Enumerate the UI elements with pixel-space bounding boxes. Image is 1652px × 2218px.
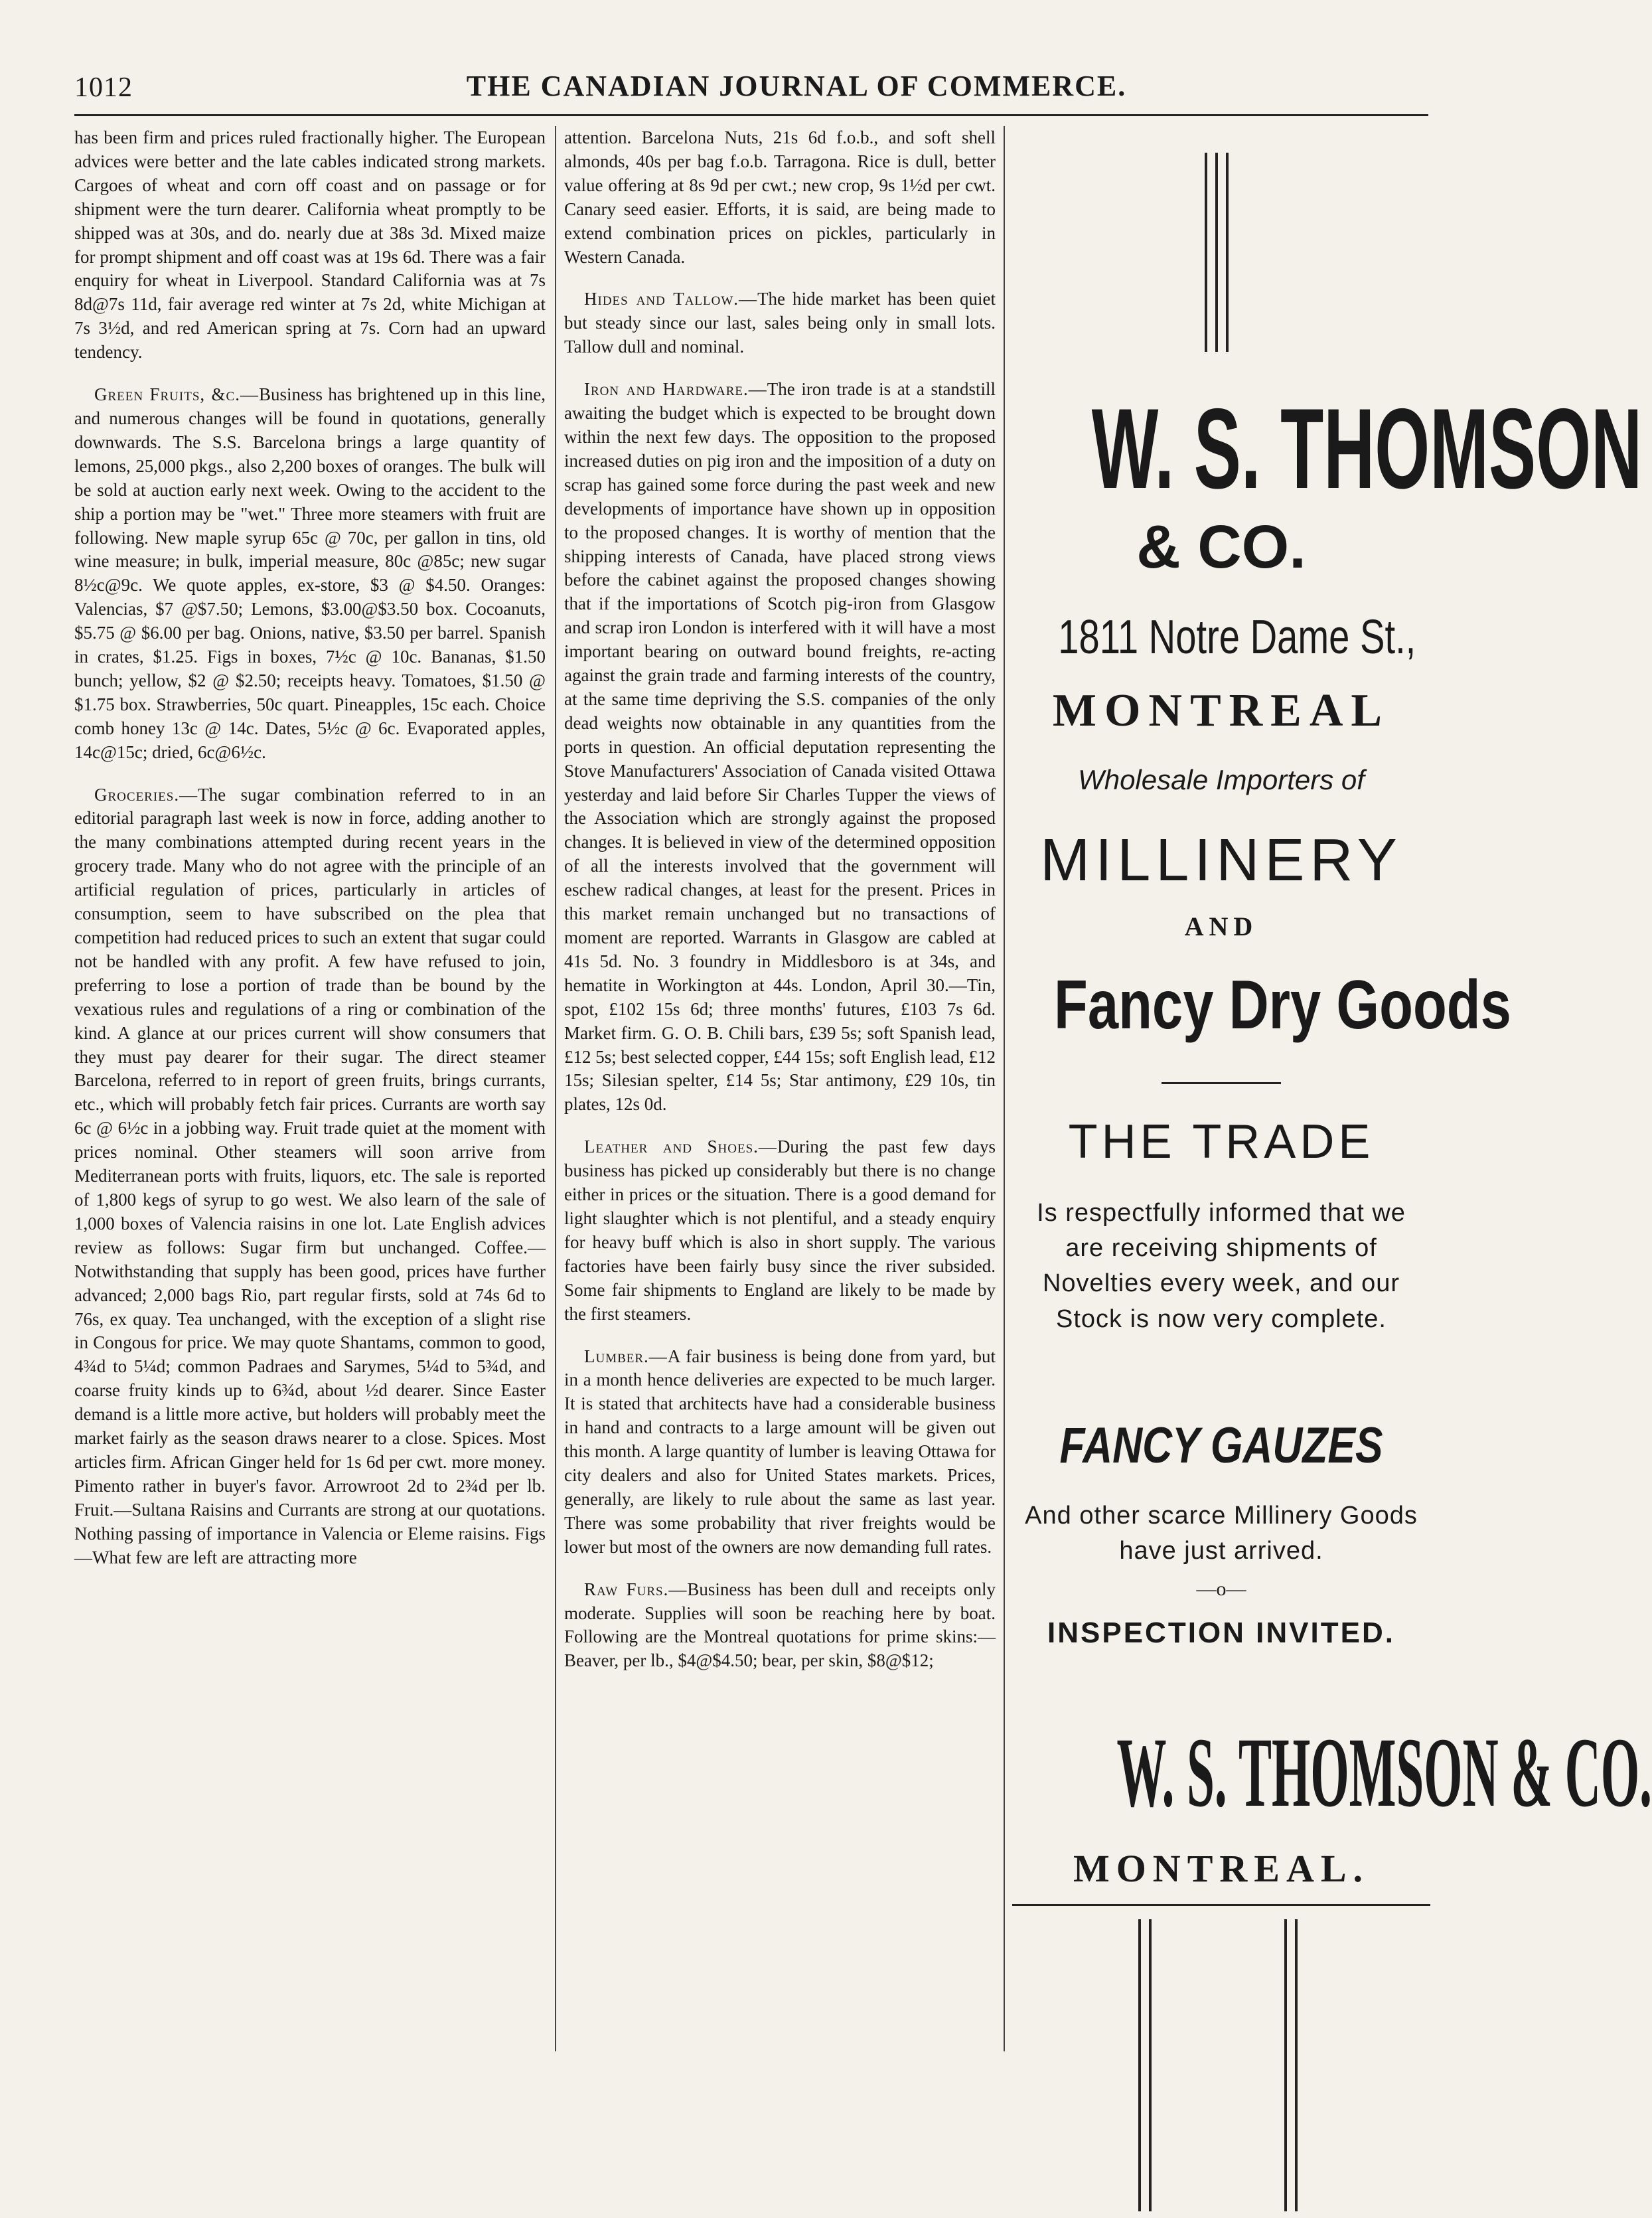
paragraph — [74, 783, 546, 1570]
ad-city-footer: MONTREAL. — [1073, 1847, 1370, 1891]
paragraph — [564, 1578, 996, 1674]
ad-ornament-top — [1012, 126, 1430, 378]
ad-firm-name: W. S. THOMSON — [1091, 385, 1643, 513]
paragraph-text: Business has been dull and receipts only moderate. Supplies will soon be reaching here by boat. Following are the Montreal quotations for prime skins:—Beaver, per lb., $4@$4.50; bear, per skin, $8@$12; — [564, 1579, 996, 1671]
ad-millinery: MILLINERY — [1040, 827, 1402, 894]
paragraph — [74, 383, 546, 765]
section-lead: Hides and Tallow.— — [584, 289, 758, 309]
ad-divider — [1162, 1082, 1281, 1084]
section-lead: Iron and Hardware.— — [584, 379, 767, 400]
ad-fancy-dry-goods: Fancy Dry Goods — [1054, 967, 1511, 1044]
paragraph-text: The sugar combination referred to in an editorial paragraph last week is now in force, adding another to the many combinations attempted during recent years in the grocery trade. Many who do not agree with the principle of an artificial regulation of prices, particularly in articles of consumption, seem to have subscribed on the plea that competition had reduced prices to such an extent that sugar could not be handled with any profit. A few have refused to join, preferring to lose a portion of trade than be bound by the vexatious rules and regulations of a ring or combination of the kind. A glance at our prices current will show consumers that they must pay dearer for their sugar. The direct steamer Barcelona, referred to in report of green fruits, brings currants, etc., which will probably fetch fair prices. Currants are worth say 6c @ 6½c in a jobbing way. Fruit trade quiet at the moment with prices nominal. Other steamers will soon arrive from Mediterranean ports with fruits, liquors, etc. The sale is reported of 1,800 kegs of syrup to go west. We also learn of the sale of 1,000 boxes of Valencia raisins in one lot. Late English advices review as follows: Sugar firm but unchanged. Coffee.—Notwithstanding that supply has been good, prices have further advanced; 2,000 bags Rio, part regular firsts, sold at 74s 6d to 76s, ex quay. Tea unchanged, with the exception of a slight rise in Congous for price. We may quote Shantams, common to good, 4¾d to 5¼d; common Padraes and Sarymes, 5¼d to 5¾d, and coarse fruity kinds up to 6¾d, about ½d dearer. Since Easter demand is a little more active, but holders will probably meet the market fairly as the season draws nearer to a close. Spices. Most articles firm. African Ginger held for 1s 6d per cwt. more money. Pimento rather in buyer's favor. Arrowroot 2d to 2¾d per lb. Fruit.—Sultana Raisins and Currants are strong at our quotations. Nothing passing of importance in Valencia or Eleme raisins. Figs—What few are left are attracting more — [74, 784, 546, 1567]
ad-subtitle: Wholesale Importers of — [1078, 764, 1365, 795]
ornament-bar — [1215, 153, 1218, 352]
paragraph-text: A fair business is being done from yard, but in a month hence deliveries are expected to be much larger. It is stated that architects have had a considerable business in hand and contracts to a large amount will be given out this month. A large quantity of lumber is leaving Ottawa for city dealers and also for United States markets. Prices, generally, are likely to rule about the same as last year. There was some probability that river freights would be lower but most of the owners are now demanding full rates. — [564, 1346, 996, 1557]
ornament-bar — [1284, 1919, 1287, 2211]
paragraph — [564, 287, 996, 359]
ornament-bar — [1226, 153, 1229, 352]
paragraph-text: has been firm and prices ruled fractionally higher. The European advices were better and the late cables indicated strong markets. Cargoes of wheat and corn off coast and on passage or for shipment were the turn dearer. California wheat promptly to be shipped was at 30s, and do. nearly due at 38s 3d. Mixed maize for prompt shipment and off coast was at 19s 6d. There was a fair enquiry for wheat in Liverpool. Standard California was at 7s 8d@7s 11d, fair average red winter at 7s 2d, white Michigan at 7s 3½d, and red American spring at 7s. Corn had an upward tendency. — [74, 127, 546, 362]
ad-gauzes-heading: FANCY GAUZES — [1059, 1417, 1383, 1474]
ad-trade-note: Is respectfully informed that we are receiving shipments of Novelties every week, and our Stock is now very complete. — [1037, 1199, 1406, 1333]
ad-gauzes-note: And other scarce Millinery Goods have just arrived. — [1025, 1501, 1418, 1565]
paragraph — [564, 378, 996, 1117]
section-lead: Raw Furs.— — [584, 1579, 688, 1599]
column-1 — [74, 126, 546, 2051]
ad-dash: —o— — [1196, 1578, 1246, 1601]
column-rule — [555, 126, 556, 2051]
ornament-bar — [1295, 1919, 1298, 2211]
paragraph — [564, 1135, 996, 1326]
section-lead: Leather and Shoes.— — [584, 1137, 777, 1157]
ad-address: 1811 Notre Dame St., — [1058, 611, 1416, 664]
ad-firm-footer: W. S. THOMSON & CO. — [1116, 1717, 1652, 1828]
ad-ornament-bottom — [1012, 1904, 1430, 2218]
paragraph — [74, 126, 546, 364]
paragraph-text: During the past few days business has picked up considerably but there is no change either in prices or the situation. There is a good demand for light slaughter which is not plentiful, and a steady enquiry for heavy buff which is also in short supply. The various factories have been fairly busy since the river subsided. Some fair shipments to England are likely to be made by the first steamers. — [564, 1137, 996, 1324]
advertisement — [1012, 126, 1652, 2038]
paragraph — [564, 1345, 996, 1559]
page-number: 1012 — [74, 72, 133, 103]
paragraph-text: attention. Barcelona Nuts, 21s 6d f.o.b., and soft shell almonds, 40s per bag f.o.b. Tarragona. Rice is dull, better value offering at 8s 9d per cwt.; new crop, 9s 1½d per cwt. Canary seed easier. Efforts, it is said, are being made to extend combination prices on pickles, particularly in Western Canada. — [564, 127, 996, 267]
running-head: THE CANADIAN JOURNAL OF COMMERCE. — [466, 70, 1127, 102]
ornament-bar — [1138, 1919, 1141, 2211]
paragraph — [564, 126, 996, 269]
header-rule — [74, 114, 1428, 116]
section-lead: Groceries.— — [94, 784, 198, 805]
ad-city: MONTREAL — [1052, 685, 1390, 736]
ornament-bar — [1205, 153, 1207, 352]
ad-company: & CO. — [1136, 513, 1306, 581]
column-rule — [1004, 126, 1005, 2051]
column-2 — [564, 126, 996, 2051]
paragraph-text: Business has brightened up in this line, and numerous changes will be found in quotations, generally downwards. The S.S. Barcelona brings a large quantity of lemons, 25,000 pkgs., also 2,200 boxes of oranges. The bulk will be sold at auction early next week. Owing to the accident to the ship a portion may be "wet." Three more steamers with fruit are following. New maple syrup 65c @ 70c, per gallon in tins, old wine measure; in bulk, imperial measure, 80c @85c; new sugar 8½c@9c. We quote apples, ex-store, $3 @ $4.50. Oranges: Valencias, $7 @$7.50; Lemons, $3.00@$3.50 box. Cocoanuts, $5.75 @ $6.00 per bag. Onions, native, $3.50 per barrel. Spanish in crates, $1.25. Figs in boxes, 7½c @ 10c. Bananas, $1.50 bunch; yellow, $2 @ $2.50; receipts heavy. Tomatoes, $1.50 @ $1.75 box. Strawberries, 50c quart. Pineapples, 15c each. Choice comb honey 13c @ 14c. Dates, 5½c @ 6c. Evaporated apples, 14c@15c; dried, 6c@6½c. — [74, 384, 546, 762]
ornament-bar — [1149, 1919, 1152, 2211]
section-lead: Green Fruits, &c.— — [94, 384, 259, 405]
section-lead: Lumber.— — [584, 1346, 668, 1366]
ad-and: AND — [1184, 911, 1258, 941]
paragraph-text: The hide market has been quiet but steady since our last, sales being only in small lots. Tallow dull and nominal. — [564, 289, 996, 357]
paragraph-text: The iron trade is at a standstill awaiting the budget which is expected to be brought down within the next few days. The opposition to the proposed increased duties on pig iron and the imposition of a duty on scrap has gained some force during the past week and new developments of importance have shown up in opposition to the proposed changes. It is worthy of mention that the shipping interests of Canada, have placed strong views before the cabinet against the proposed changes showing that if the importations of Scotch pig-iron from Glasgow and scrap iron London is interfered with it will have a most important bearing on outward bound freights, re-acting against the grain trade and farming interests of the country, at the same time depriving the S.S. companies of the only dead weights now obtainable in any quantities from the ports in question. An official deputation representing the Stove Manufacturers' Association of Canada visited Ottawa yesterday and laid before Sir Charles Tupper the views of the Association which are strongly against the proposed changes. It is believed in view of the determined opposition of all the interests involved that the government will eschew radical changes, at least for the present. Prices in this market remain unchanged but no transactions of moment are reported. Warrants in Glasgow are cabled at 41s 5d. No. 3 foundry in Middlesboro is at 34s, and hematite in Workington at 44s. London, April 30.—Tin, spot, £102 15s 6d; three months' futures, £103 7s 6d. Market firm. G. O. B. Chili bars, £39 5s; soft Spanish lead, £12 5s; best selected copper, £44 15s; soft English lead, £12 15s; Silesian spelter, £14 5s; Star antimony, £29 10s, tin plates, 12s 0d. — [564, 379, 996, 1115]
ad-trade-heading: THE TRADE — [1068, 1115, 1375, 1168]
ad-invitation: INSPECTION INVITED. — [1047, 1617, 1395, 1650]
